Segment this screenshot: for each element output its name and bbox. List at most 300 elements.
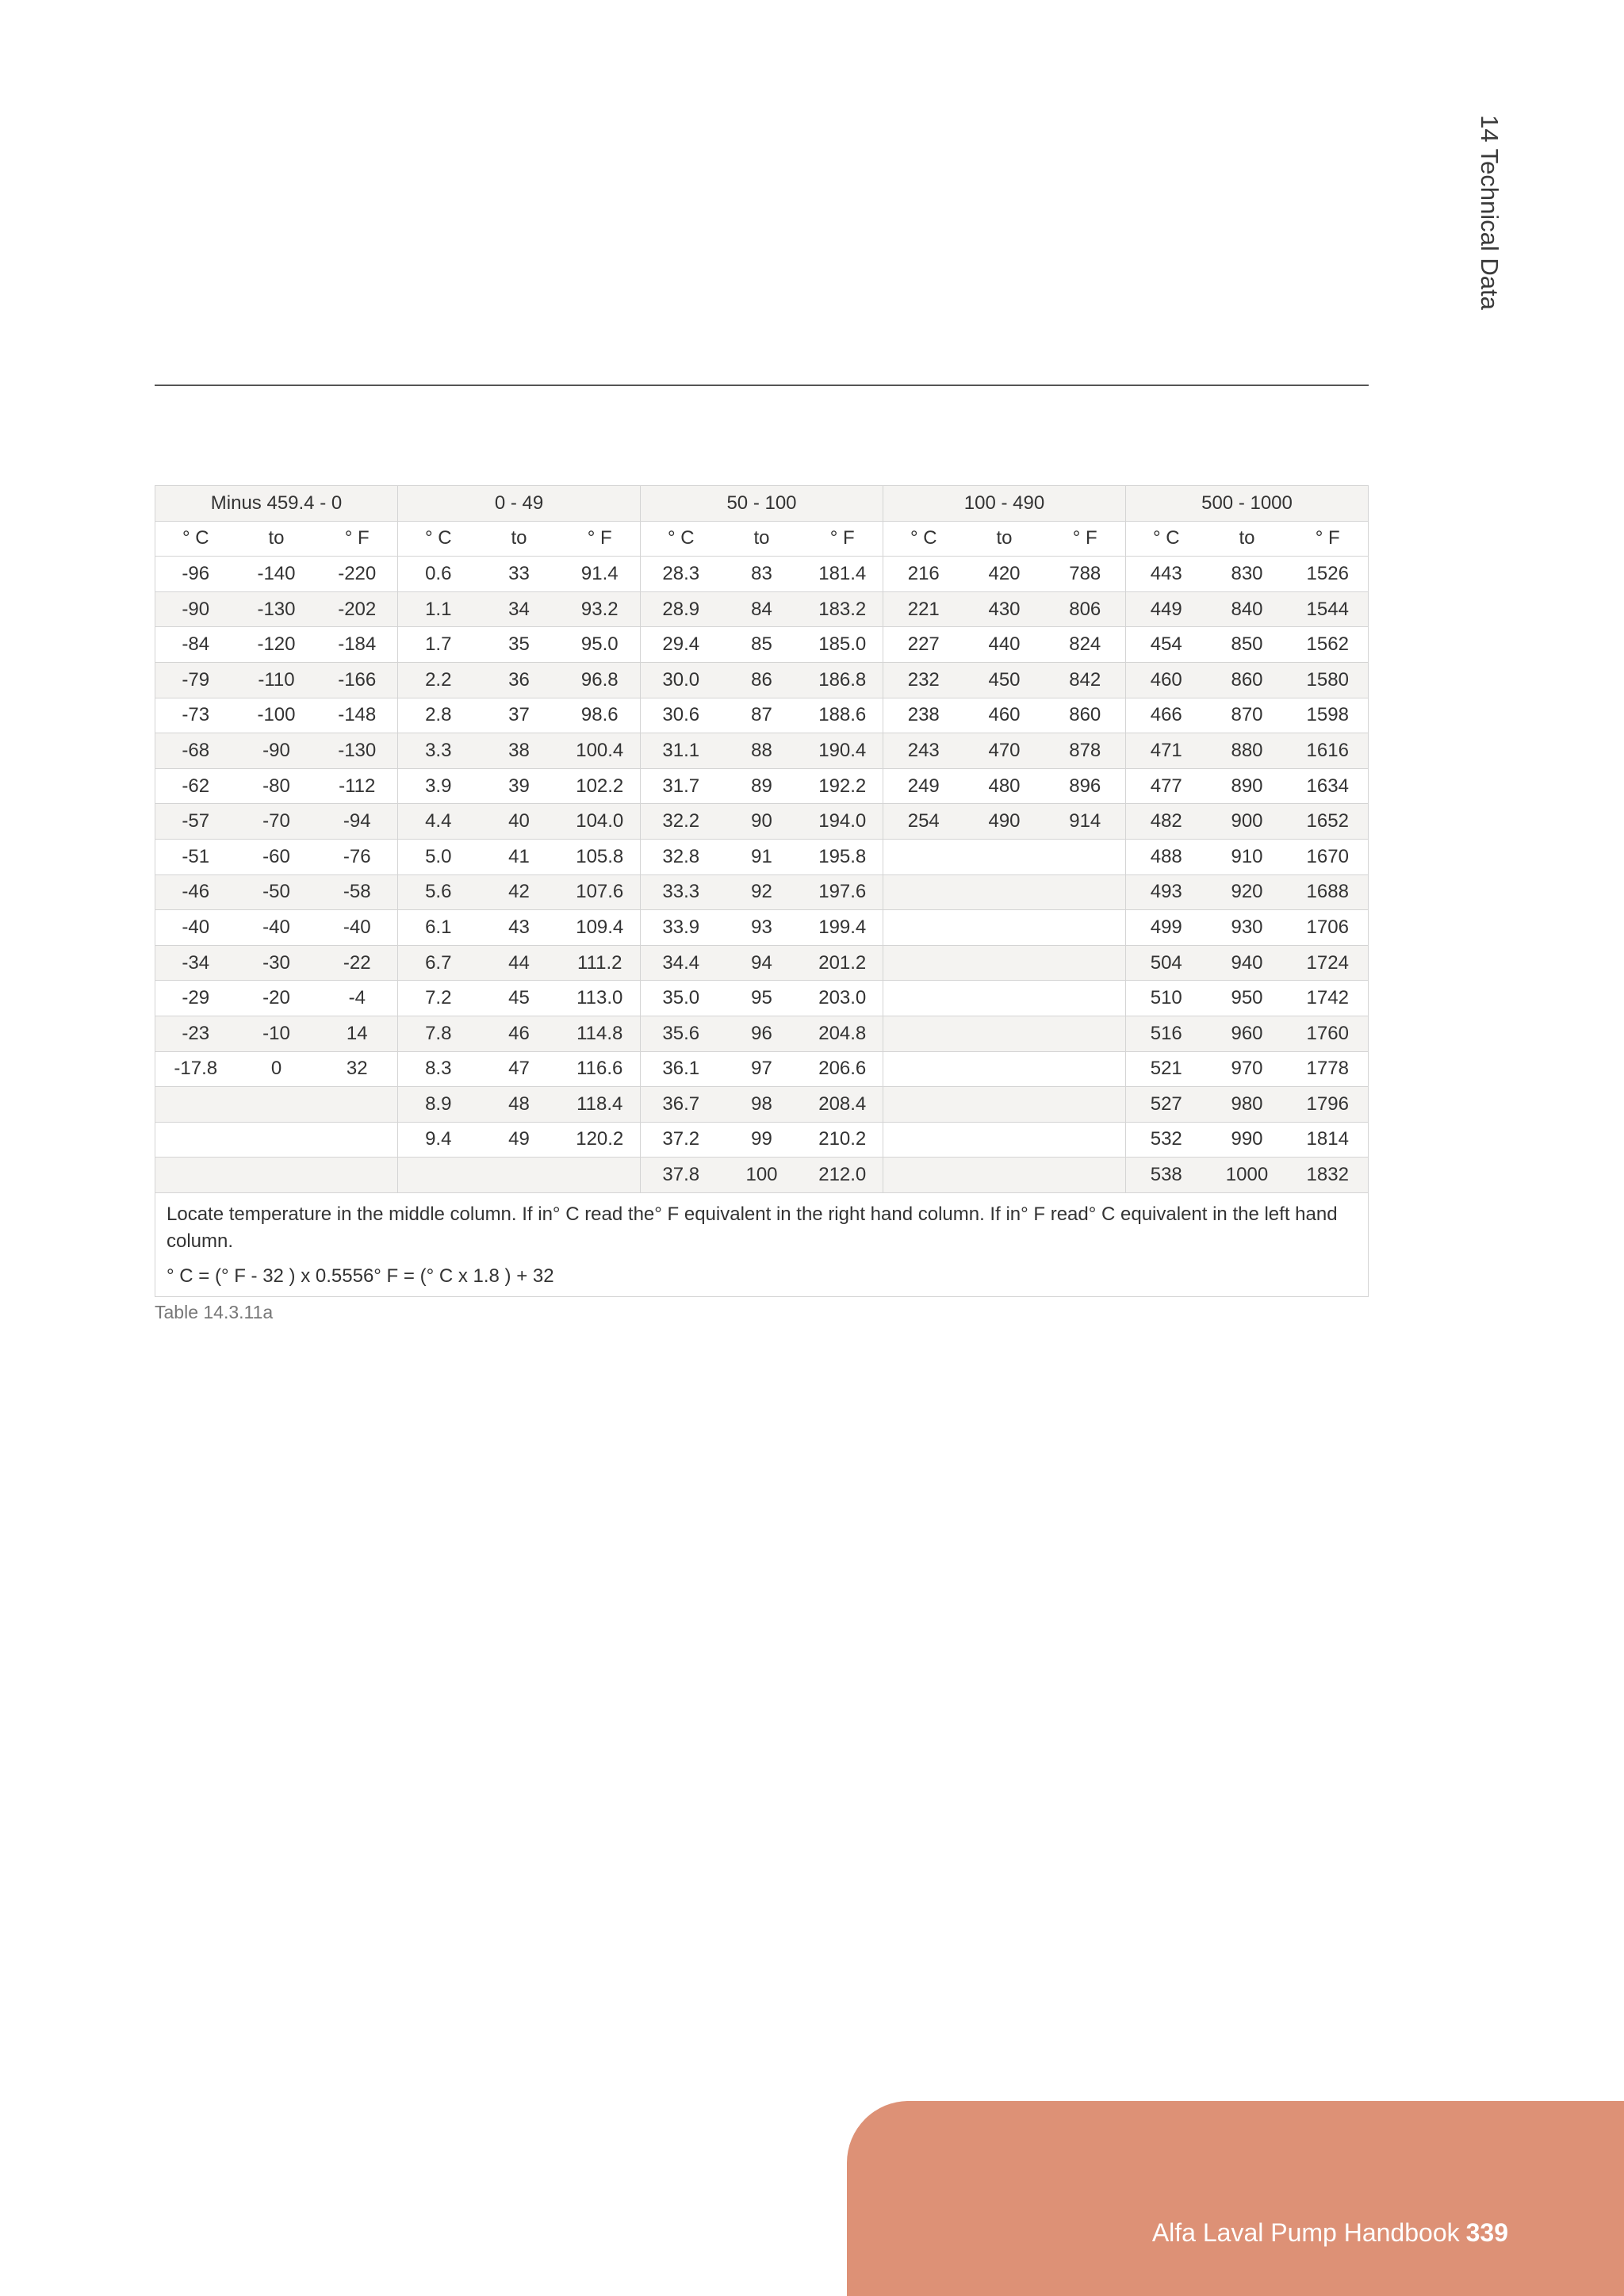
unit-label: to <box>964 521 1045 557</box>
table-cell: 8.9 <box>398 1087 479 1123</box>
table-cell: -202 <box>317 591 398 627</box>
table-cell: 880 <box>1207 733 1288 769</box>
table-cell: 45 <box>479 981 560 1016</box>
table-cell: 100.4 <box>560 733 641 769</box>
note-formula: ° C = (° F - 32 ) x 0.5556° F = (° C x 1.8 ) + 32 <box>167 1265 554 1287</box>
table-cell: 9.4 <box>398 1122 479 1158</box>
unit-label: ° F <box>1045 521 1126 557</box>
table-cell <box>964 874 1045 910</box>
table-cell: 98.6 <box>560 698 641 733</box>
table-cell: 33.9 <box>641 910 722 946</box>
table-cell: 1724 <box>1288 945 1369 981</box>
table-cell: 35.6 <box>641 1016 722 1051</box>
table-cell: -90 <box>155 591 236 627</box>
table-cell: 43 <box>479 910 560 946</box>
unit-label: ° C <box>883 521 964 557</box>
table-cell: -79 <box>155 662 236 698</box>
table-cell: 1814 <box>1288 1122 1369 1158</box>
table-cell <box>155 1087 236 1123</box>
table-cell: 95 <box>722 981 802 1016</box>
unit-label: to <box>722 521 802 557</box>
group-header: Minus 459.4 - 0 <box>155 486 398 522</box>
table-cell: 1778 <box>1288 1051 1369 1087</box>
unit-label: to <box>1207 521 1288 557</box>
table-cell: 830 <box>1207 557 1288 592</box>
table-cell: 38 <box>479 733 560 769</box>
table-cell: 32.2 <box>641 804 722 840</box>
table-cell <box>317 1122 398 1158</box>
table-cell: -22 <box>317 945 398 981</box>
unit-label: to <box>236 521 317 557</box>
table-cell: 840 <box>1207 591 1288 627</box>
table-cell: -40 <box>155 910 236 946</box>
table-cell: -90 <box>236 733 317 769</box>
table-row <box>155 1087 1369 1123</box>
table-cell: 477 <box>1126 768 1207 804</box>
group-header: 100 - 490 <box>883 486 1126 522</box>
table-cell: 39 <box>479 768 560 804</box>
table-cell: -4 <box>317 981 398 1016</box>
table-cell: -76 <box>317 839 398 874</box>
table-cell: 93 <box>722 910 802 946</box>
table-cell: 96 <box>722 1016 802 1051</box>
table-cell: -20 <box>236 981 317 1016</box>
table-cell <box>964 945 1045 981</box>
table-cell: -130 <box>236 591 317 627</box>
table-row <box>155 1051 1369 1087</box>
table-cell: 471 <box>1126 733 1207 769</box>
table-cell: 470 <box>964 733 1045 769</box>
table-cell: 1742 <box>1288 981 1369 1016</box>
table-cell: 87 <box>722 698 802 733</box>
unit-label: to <box>479 521 560 557</box>
table-cell: -57 <box>155 804 236 840</box>
table-cell: 199.4 <box>802 910 883 946</box>
unit-label: ° C <box>1126 521 1207 557</box>
table-cell: 490 <box>964 804 1045 840</box>
table-cell: -23 <box>155 1016 236 1051</box>
table-cell: 930 <box>1207 910 1288 946</box>
conversion-table-block <box>155 485 1369 1323</box>
table-cell: 1000 <box>1207 1158 1288 1193</box>
table-cell: 449 <box>1126 591 1207 627</box>
table-cell: 212.0 <box>802 1158 883 1193</box>
table-row <box>155 910 1369 946</box>
table-cell <box>155 1122 236 1158</box>
table-cell: -140 <box>236 557 317 592</box>
table-cell: 7.2 <box>398 981 479 1016</box>
table-cell: 842 <box>1045 662 1126 698</box>
table-cell: 33 <box>479 557 560 592</box>
table-cell: -220 <box>317 557 398 592</box>
table-cell: -84 <box>155 627 236 663</box>
table-cell: 1832 <box>1288 1158 1369 1193</box>
table-cell: 896 <box>1045 768 1126 804</box>
table-cell: 488 <box>1126 839 1207 874</box>
table-cell <box>1045 874 1126 910</box>
table-cell <box>1045 1158 1126 1193</box>
table-cell: -130 <box>317 733 398 769</box>
table-cell: 1670 <box>1288 839 1369 874</box>
table-row <box>155 981 1369 1016</box>
note-instructions: Locate temperature in the middle column. If in° C read the° F equivalent in the right hand column. If in° F read° C equivalent in the left hand column. <box>167 1203 1338 1252</box>
table-row <box>155 839 1369 874</box>
table-cell: 109.4 <box>560 910 641 946</box>
table-cell: 460 <box>964 698 1045 733</box>
table-cell: 190.4 <box>802 733 883 769</box>
table-cell: 1634 <box>1288 768 1369 804</box>
table-cell: 1616 <box>1288 733 1369 769</box>
table-cell: 36.1 <box>641 1051 722 1087</box>
table-cell: 204.8 <box>802 1016 883 1051</box>
table-cell: -120 <box>236 627 317 663</box>
table-cell <box>155 1158 236 1193</box>
table-cell: 443 <box>1126 557 1207 592</box>
table-cell: 5.6 <box>398 874 479 910</box>
table-cell <box>883 1087 964 1123</box>
table-row <box>155 698 1369 733</box>
table-cell: 120.2 <box>560 1122 641 1158</box>
table-cell: 1598 <box>1288 698 1369 733</box>
table-cell: 527 <box>1126 1087 1207 1123</box>
table-cell: 970 <box>1207 1051 1288 1087</box>
table-cell: 93.2 <box>560 591 641 627</box>
table-cell: 914 <box>1045 804 1126 840</box>
table-cell <box>964 839 1045 874</box>
table-cell <box>964 1016 1045 1051</box>
table-cell: -29 <box>155 981 236 1016</box>
table-cell: 28.9 <box>641 591 722 627</box>
table-cell <box>964 1158 1045 1193</box>
table-cell: 102.2 <box>560 768 641 804</box>
table-cell: 90 <box>722 804 802 840</box>
table-cell: 8.3 <box>398 1051 479 1087</box>
table-cell: 521 <box>1126 1051 1207 1087</box>
table-cell: 482 <box>1126 804 1207 840</box>
table-row <box>155 733 1369 769</box>
table-cell: 493 <box>1126 874 1207 910</box>
table-cell: 890 <box>1207 768 1288 804</box>
table-cell: 34 <box>479 591 560 627</box>
table-cell: 1544 <box>1288 591 1369 627</box>
table-cell: 96.8 <box>560 662 641 698</box>
table-cell: -68 <box>155 733 236 769</box>
table-cell: 4.4 <box>398 804 479 840</box>
footer-band <box>847 2101 1624 2296</box>
table-cell: 208.4 <box>802 1087 883 1123</box>
table-cell <box>1045 910 1126 946</box>
table-cell: 91.4 <box>560 557 641 592</box>
table-cell <box>883 874 964 910</box>
table-cell <box>883 910 964 946</box>
table-cell: 466 <box>1126 698 1207 733</box>
table-cell <box>883 945 964 981</box>
table-cell: 32.8 <box>641 839 722 874</box>
table-cell <box>398 1158 479 1193</box>
table-row <box>155 945 1369 981</box>
table-row <box>155 662 1369 698</box>
table-cell: 940 <box>1207 945 1288 981</box>
table-cell <box>1045 1087 1126 1123</box>
table-cell: 28.3 <box>641 557 722 592</box>
table-cell: 31.1 <box>641 733 722 769</box>
unit-label: ° F <box>802 521 883 557</box>
table-cell: 7.8 <box>398 1016 479 1051</box>
table-cell: 227 <box>883 627 964 663</box>
table-cell: 183.2 <box>802 591 883 627</box>
table-cell <box>317 1158 398 1193</box>
table-cell: -40 <box>236 910 317 946</box>
table-cell: 36.7 <box>641 1087 722 1123</box>
table-cell: 31.7 <box>641 768 722 804</box>
table-cell: -94 <box>317 804 398 840</box>
unit-label: ° C <box>641 521 722 557</box>
table-row <box>155 1122 1369 1158</box>
table-cell: 42 <box>479 874 560 910</box>
table-cell <box>964 1087 1045 1123</box>
unit-label: ° F <box>1288 521 1369 557</box>
table-cell: 194.0 <box>802 804 883 840</box>
table-cell: 1.1 <box>398 591 479 627</box>
table-cell: 243 <box>883 733 964 769</box>
table-row <box>155 804 1369 840</box>
table-cell: 116.6 <box>560 1051 641 1087</box>
table-cell: 86 <box>722 662 802 698</box>
table-cell <box>883 1051 964 1087</box>
table-cell: 6.1 <box>398 910 479 946</box>
table-cell: 249 <box>883 768 964 804</box>
table-cell: 35 <box>479 627 560 663</box>
table-cell <box>236 1158 317 1193</box>
table-cell <box>883 1122 964 1158</box>
table-cell: 454 <box>1126 627 1207 663</box>
table-cell: 210.2 <box>802 1122 883 1158</box>
table-cell: 118.4 <box>560 1087 641 1123</box>
table-cell: -184 <box>317 627 398 663</box>
table-caption: Table 14.3.11a <box>155 1301 274 1322</box>
table-row <box>155 874 1369 910</box>
unit-label: ° F <box>560 521 641 557</box>
table-cell: 860 <box>1045 698 1126 733</box>
table-cell <box>317 1087 398 1123</box>
table-cell: -40 <box>317 910 398 946</box>
table-cell: 107.6 <box>560 874 641 910</box>
table-cell: 30.0 <box>641 662 722 698</box>
table-cell: 88 <box>722 733 802 769</box>
table-cell: 900 <box>1207 804 1288 840</box>
table-cell: 98 <box>722 1087 802 1123</box>
table-cell: 1796 <box>1288 1087 1369 1123</box>
table-cell: 47 <box>479 1051 560 1087</box>
table-cell: -51 <box>155 839 236 874</box>
table-cell: -80 <box>236 768 317 804</box>
table-cell: 97 <box>722 1051 802 1087</box>
table-cell <box>560 1158 641 1193</box>
table-cell: 878 <box>1045 733 1126 769</box>
table-cell <box>236 1087 317 1123</box>
table-cell: -148 <box>317 698 398 733</box>
header-rule <box>155 385 1369 386</box>
table-cell: -58 <box>317 874 398 910</box>
table-cell: 430 <box>964 591 1045 627</box>
footer-text <box>1152 2218 1508 2248</box>
table-cell <box>1045 981 1126 1016</box>
table-cell: 232 <box>883 662 964 698</box>
table-cell: 91 <box>722 839 802 874</box>
table-cell: 44 <box>479 945 560 981</box>
table-cell: 83 <box>722 557 802 592</box>
table-cell: 850 <box>1207 627 1288 663</box>
table-cell: 3.3 <box>398 733 479 769</box>
table-cell <box>883 1158 964 1193</box>
unit-label: ° F <box>317 521 398 557</box>
table-cell: 950 <box>1207 981 1288 1016</box>
table-cell: 1652 <box>1288 804 1369 840</box>
table-cell: 1580 <box>1288 662 1369 698</box>
table-cell: 990 <box>1207 1122 1288 1158</box>
table-cell: 980 <box>1207 1087 1288 1123</box>
table-cell: 0 <box>236 1051 317 1087</box>
table-cell: 920 <box>1207 874 1288 910</box>
unit-label-row <box>155 521 1369 557</box>
table-cell: 216 <box>883 557 964 592</box>
table-cell: 910 <box>1207 839 1288 874</box>
table-cell <box>883 839 964 874</box>
table-cell: 3.9 <box>398 768 479 804</box>
table-cell: 420 <box>964 557 1045 592</box>
group-header: 50 - 100 <box>641 486 883 522</box>
table-cell: 41 <box>479 839 560 874</box>
table-cell: 870 <box>1207 698 1288 733</box>
table-cell <box>964 981 1045 1016</box>
table-cell: 2.8 <box>398 698 479 733</box>
table-cell: 46 <box>479 1016 560 1051</box>
table-cell: -112 <box>317 768 398 804</box>
table-cell <box>883 981 964 1016</box>
table-cell: 34.4 <box>641 945 722 981</box>
table-cell: 254 <box>883 804 964 840</box>
group-header-row <box>155 486 1369 522</box>
table-cell: 0.6 <box>398 557 479 592</box>
table-cell: 6.7 <box>398 945 479 981</box>
table-cell: 192.2 <box>802 768 883 804</box>
table-note <box>155 1193 1369 1297</box>
table-cell: 188.6 <box>802 698 883 733</box>
table-cell: 186.8 <box>802 662 883 698</box>
table-cell <box>883 1016 964 1051</box>
table-cell: 35.0 <box>641 981 722 1016</box>
table-cell: 37 <box>479 698 560 733</box>
table-cell <box>1045 839 1126 874</box>
table-cell: 450 <box>964 662 1045 698</box>
table-cell: 113.0 <box>560 981 641 1016</box>
table-cell: 92 <box>722 874 802 910</box>
table-cell: -50 <box>236 874 317 910</box>
table-cell: 1526 <box>1288 557 1369 592</box>
table-cell: 203.0 <box>802 981 883 1016</box>
table-cell: 85 <box>722 627 802 663</box>
table-cell: -30 <box>236 945 317 981</box>
table-cell: 195.8 <box>802 839 883 874</box>
table-row <box>155 1016 1369 1051</box>
table-cell: 460 <box>1126 662 1207 698</box>
table-cell: -60 <box>236 839 317 874</box>
temperature-conversion-table <box>155 485 1369 1193</box>
table-cell: 1760 <box>1288 1016 1369 1051</box>
table-cell: -46 <box>155 874 236 910</box>
table-cell: 1.7 <box>398 627 479 663</box>
table-cell: 99 <box>722 1122 802 1158</box>
table-cell <box>964 910 1045 946</box>
table-cell: 111.2 <box>560 945 641 981</box>
section-tab-label: 14 Technical Data <box>1476 115 1503 310</box>
table-row <box>155 591 1369 627</box>
table-cell: 516 <box>1126 1016 1207 1051</box>
table-cell: 89 <box>722 768 802 804</box>
table-cell: 5.0 <box>398 839 479 874</box>
table-cell: -110 <box>236 662 317 698</box>
table-cell: 104.0 <box>560 804 641 840</box>
table-row <box>155 768 1369 804</box>
table-cell: 185.0 <box>802 627 883 663</box>
table-cell: 2.2 <box>398 662 479 698</box>
table-cell <box>964 1122 1045 1158</box>
table-cell: -34 <box>155 945 236 981</box>
table-cell: 37.8 <box>641 1158 722 1193</box>
unit-label: ° C <box>398 521 479 557</box>
table-row <box>155 1158 1369 1193</box>
table-cell: 860 <box>1207 662 1288 698</box>
table-cell: -100 <box>236 698 317 733</box>
table-cell <box>1045 1122 1126 1158</box>
table-cell: -62 <box>155 768 236 804</box>
table-cell: 14 <box>317 1016 398 1051</box>
group-header: 500 - 1000 <box>1126 486 1369 522</box>
table-cell: -70 <box>236 804 317 840</box>
table-cell <box>1045 1051 1126 1087</box>
table-cell: 206.6 <box>802 1051 883 1087</box>
table-cell: 94 <box>722 945 802 981</box>
table-cell: -73 <box>155 698 236 733</box>
table-cell <box>964 1051 1045 1087</box>
table-cell: 201.2 <box>802 945 883 981</box>
table-cell <box>1045 945 1126 981</box>
table-cell: -166 <box>317 662 398 698</box>
table-cell: 40 <box>479 804 560 840</box>
table-cell: 480 <box>964 768 1045 804</box>
table-cell: 29.4 <box>641 627 722 663</box>
table-cell: 960 <box>1207 1016 1288 1051</box>
table-cell: 49 <box>479 1122 560 1158</box>
table-cell: -96 <box>155 557 236 592</box>
table-cell: 238 <box>883 698 964 733</box>
table-cell: -10 <box>236 1016 317 1051</box>
table-cell: 806 <box>1045 591 1126 627</box>
table-cell: 114.8 <box>560 1016 641 1051</box>
table-cell: 824 <box>1045 627 1126 663</box>
page-number: 339 <box>1465 2218 1508 2247</box>
table-cell <box>479 1158 560 1193</box>
table-cell: 105.8 <box>560 839 641 874</box>
table-cell: 33.3 <box>641 874 722 910</box>
table-cell: 499 <box>1126 910 1207 946</box>
table-cell: 1688 <box>1288 874 1369 910</box>
table-cell: 221 <box>883 591 964 627</box>
unit-label: ° C <box>155 521 236 557</box>
group-header: 0 - 49 <box>398 486 641 522</box>
table-cell: 532 <box>1126 1122 1207 1158</box>
table-cell: 197.6 <box>802 874 883 910</box>
